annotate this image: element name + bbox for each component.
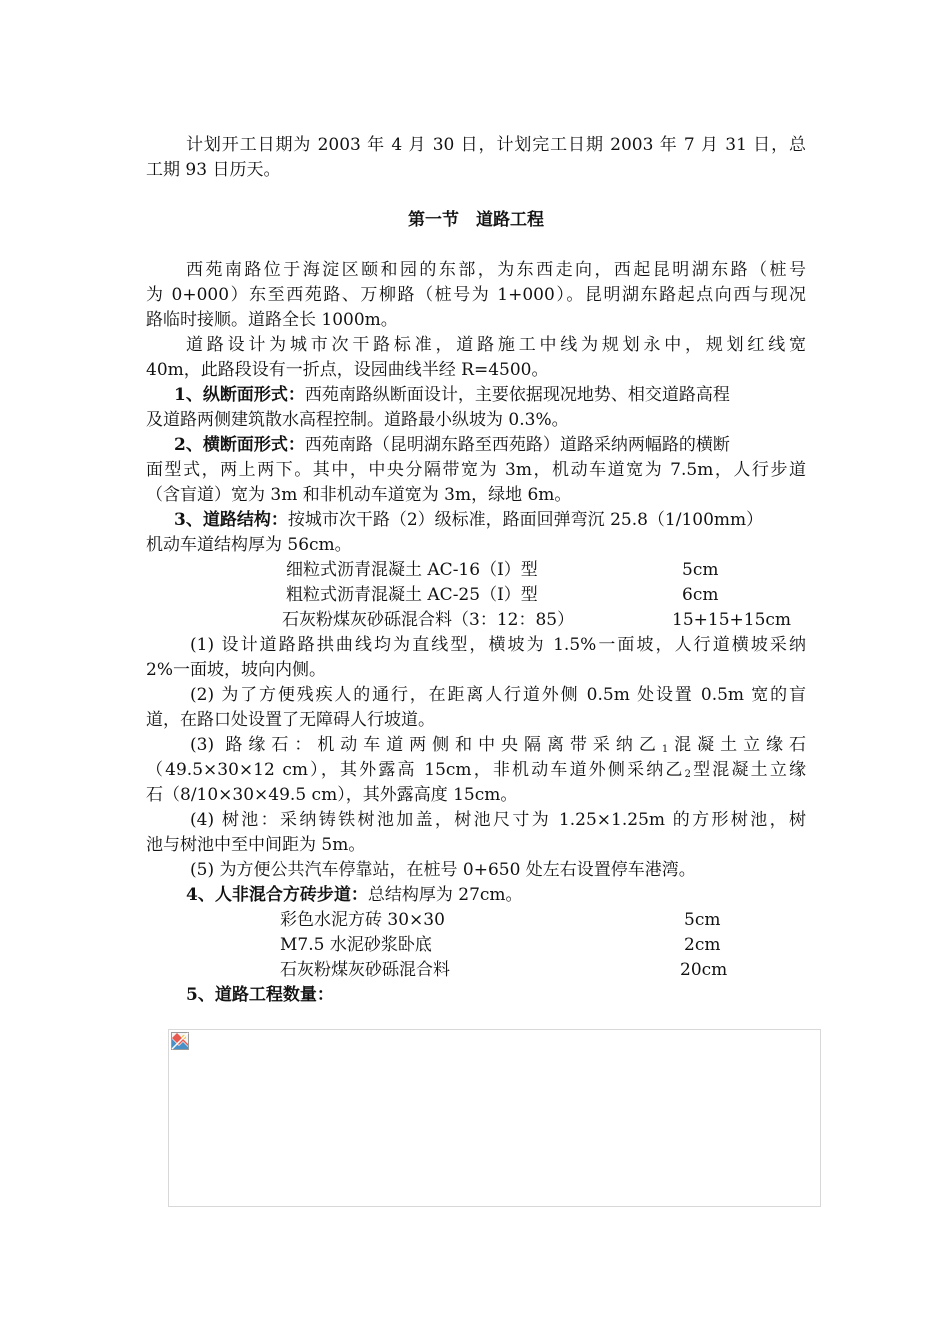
- sub1-line-2: 2%一面坡，坡向内侧。: [146, 660, 326, 680]
- sub3-subscript-2: 2: [684, 769, 691, 780]
- item4-line: [186, 883, 806, 908]
- intro-line-2: 工期 93 日历天。: [146, 160, 281, 180]
- p1-line-3: 路临时接顺。道路全长 1000m。: [146, 310, 398, 330]
- structure1-thick: 6cm: [682, 585, 719, 605]
- sub5-line: (5) 为方便公共汽车停靠站，在桩号 0+650 处左右设置停车港湾。: [190, 860, 696, 880]
- item1-line-2: 及道路两侧建筑散水高程控制。道路最小纵坡为 0.3%。: [146, 410, 569, 430]
- sub3-line-3: 石（8/10×30×49.5 cm），其外露高度 15cm。: [146, 785, 518, 805]
- broken-image-placeholder: [168, 1029, 821, 1207]
- structure1-name: 粗粒式沥青混凝土 AC-25（Ⅰ）型: [286, 585, 538, 605]
- structure2-thick: 2cm: [684, 935, 721, 955]
- structure1-row: [282, 608, 792, 633]
- sub3-text-a: (3) 路缘石：机动车道两侧和中央隔离带采纳乙: [190, 735, 662, 755]
- sub4-line-1: (4) 树池：采纳铸铁树池加盖，树池尺寸为 1.25×1.25m 的方形树池，树: [190, 810, 806, 830]
- item4-text: 总结构厚为 27cm。: [367, 885, 523, 905]
- broken-image-icon: [171, 1032, 189, 1050]
- item3-line-2: 机动车道结构厚为 56cm。: [146, 535, 352, 555]
- structure2-name: 彩色水泥方砖 30×30: [280, 910, 445, 930]
- item2-line-1: [174, 433, 806, 458]
- item3-label: 3、道路结构：: [174, 510, 288, 530]
- structure2-name: M7.5 水泥砂浆卧底: [280, 935, 432, 955]
- sub4-line-2: 池与树池中至中间距为 5m。: [146, 835, 366, 855]
- sub2-line-2: 道，在路口处设置了无障碍人行坡道。: [146, 710, 435, 730]
- sub1-line-1: (1) 设计道路路拱曲线均为直线型，横坡为 1.5%一面坡，人行道横坡采纳: [190, 635, 806, 655]
- p1-line-1: 西苑南路位于海淀区颐和园的东部，为东西走向，西起昆明湖东路（桩号: [186, 260, 806, 280]
- structure2-thick: 5cm: [684, 910, 721, 930]
- sub3-text-b2: 型混凝土立缘: [690, 760, 806, 780]
- sub3-text-b: （49.5×30×12 cm），其外露高 15cm，非机动车道外侧采纳乙: [146, 760, 685, 780]
- structure2-row: [280, 933, 780, 958]
- item2-label: 2、横断面形式：: [174, 435, 305, 455]
- sub2-line-1: (2) 为了方便残疾人的通行，在距离人行道外侧 0.5m 处设置 0.5m 宽的盲: [190, 685, 806, 705]
- item2-line-2: 面型式，两上两下。其中，中央分隔带宽为 3m，机动车道宽为 7.5m，人行步道: [146, 460, 806, 480]
- structure1-thick: 5cm: [682, 560, 719, 580]
- intro-line-1: 计划开工日期为 2003 年 4 月 30 日，计划完工日期 2003 年 7 月 31 日，总: [186, 135, 806, 155]
- item5-label: 5、道路工程数量：: [186, 985, 334, 1005]
- sub3-subscript-1: 1: [661, 744, 669, 755]
- structure2-thick: 20cm: [680, 960, 728, 980]
- item4-label: 4、人非混合方砖步道：: [186, 885, 368, 905]
- p2-line-2: 40m，此路段设有一折点，设园曲线半经 R=4500。: [146, 360, 549, 380]
- structure1-row: [286, 583, 786, 608]
- sub3-text-a2: 混凝土立缘石: [668, 735, 807, 755]
- structure1-row: [286, 558, 786, 583]
- p1-line-2: 为 0+000）东至西苑路、万柳路（桩号为 1+000）。昆明湖东路起点向西与现况: [146, 285, 806, 305]
- item2-line-3: （含盲道）宽为 3m 和非机动车道宽为 3m，绿地 6m。: [146, 485, 572, 505]
- item2-text: 西苑南路（昆明湖东路至西苑路）道路采纳两幅路的横断: [304, 435, 730, 455]
- item3-text: 按城市次干路（2）级标准，路面回弹弯沉 25.8（1/100mm）: [287, 510, 764, 530]
- item1-line-1: [174, 383, 806, 408]
- structure1-name: 石灰粉煤灰砂砾混合料（3：12：85）: [282, 610, 575, 630]
- section-title: 第一节 道路工程: [408, 210, 544, 230]
- structure1-thick: 15+15+15cm: [672, 610, 792, 630]
- structure2-row: [280, 958, 780, 983]
- item1-text: 西苑南路纵断面设计，主要依据现况地势、相交道路高程: [304, 385, 730, 405]
- structure1-name: 细粒式沥青混凝土 AC-16（Ⅰ）型: [286, 560, 538, 580]
- structure2-row: [280, 908, 780, 933]
- item3-line-1: [174, 508, 806, 533]
- structure2-name: 石灰粉煤灰砂砾混合料: [280, 960, 450, 980]
- item1-label: 1、纵断面形式：: [174, 385, 305, 405]
- p2-line-1: 道路设计为城市次干路标准，道路施工中线为规划永中，规划红线宽: [186, 335, 806, 355]
